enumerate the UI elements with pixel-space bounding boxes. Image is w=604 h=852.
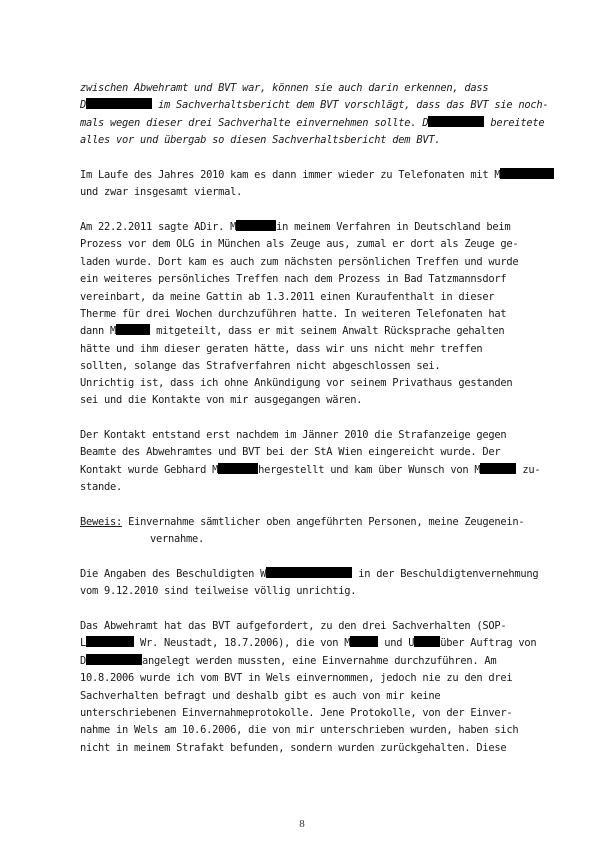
- redaction-block: [116, 324, 150, 335]
- paragraph-4: [80, 375, 520, 410]
- paragraph-3: [80, 219, 520, 376]
- text-line: vom 9.12.2010 sind teilweise völlig unrichtig.: [80, 585, 357, 598]
- text-line: mals wegen dieser drei Sachverhalte einvernehmen sollte. D bereitete: [80, 116, 545, 129]
- text-line: Die Angaben des Beschuldigten W in der Beschuldigtenvernehmung: [80, 568, 539, 580]
- text-line: nahme in Wels am 10.6.2006, die von mir unterschrieben wurden, haben sich: [80, 724, 519, 737]
- text-line: Am 22.2.2011 sagte ADir. M in meinem Verfahren in Deutschland beim: [80, 221, 511, 233]
- redaction-block: [86, 654, 142, 665]
- paragraph-2: [80, 167, 520, 202]
- text-line: sei und die Kontakte von mir ausgegangen wären.: [80, 394, 363, 407]
- text-line: Prozess vor dem OLG in München als Zeuge aus, zumal er dort als Zeuge ge-: [80, 238, 519, 251]
- redaction-block: [350, 636, 378, 647]
- text-line: dann M mitgeteilt, dass er mit seinem Anwalt Rücksprache gehalten: [80, 325, 505, 338]
- redaction-block: [266, 567, 352, 578]
- text-line: Kontakt wurde Gebhard M hergestellt und kam über Wunsch von M zu-: [80, 463, 541, 476]
- redaction-block: [414, 636, 440, 647]
- paragraph-5: [80, 427, 541, 497]
- text-line: und zwar insgesamt viermal.: [80, 186, 243, 199]
- text-line: unterschriebenen Einvernahmeprotokolle. Jene Protokolle, von der Einver-: [80, 706, 513, 719]
- text-line: zwischen Abwehramt und BVT war, können sie auch darin erkennen, dass: [80, 82, 489, 94]
- text-line: stande.: [80, 481, 123, 494]
- evidence-section: [80, 514, 525, 549]
- redaction-block: [86, 636, 134, 647]
- text-line: sollten, solange das Strafverfahren nicht abgeschlossen sei.: [80, 360, 441, 373]
- paragraph-6: [80, 566, 539, 601]
- text-line: vereinbart, da meine Gattin ab 1.3.2011 einen Kuraufenthalt in dieser: [80, 290, 495, 303]
- text-line: Unrichtig ist, dass ich ohne Ankündigung vor seinem Privathaus gestanden: [80, 377, 513, 389]
- text-line: Sachverhalten befragt und deshalb gibt es auch von mir keine: [80, 689, 441, 702]
- text-line: ein weiteres persönliches Treffen nach dem Prozess in Bad Tatzmannsdorf: [80, 273, 507, 286]
- text-line: laden wurde. Dort kam es auch zum nächsten persönlichen Treffen und wurde: [80, 255, 519, 268]
- text-line: Beweis: Einvernahme sämtlicher oben angeführten Personen, meine Zeugenein-: [80, 516, 525, 528]
- text-line: Der Kontakt entstand erst nachdem im Jänner 2010 die Strafanzeige gegen: [80, 429, 507, 441]
- text-line: nicht in meinem Strafakt befunden, sondern wurden zurückgehalten. Diese: [80, 741, 507, 754]
- redaction-block: [86, 98, 152, 109]
- text-line: Das Abwehramt hat das BVT aufgefordert, zu den drei Sachverhalten (SOP-: [80, 620, 507, 632]
- paragraph-1: [80, 80, 549, 150]
- text-line: D im Sachverhaltsbericht dem BVT vorschlägt, dass das BVT sie noch-: [80, 99, 549, 112]
- redaction-block: [218, 463, 258, 474]
- evidence-label: Beweis:: [80, 516, 123, 528]
- text-line: D angelegt werden mussten, eine Einvernahme durchzuführen. Am: [80, 654, 497, 667]
- text-line: hätte und ihm dieser geraten hätte, dass wir uns nicht mehr treffen: [80, 342, 483, 355]
- redaction-block: [500, 168, 554, 179]
- redaction-block: [480, 463, 516, 474]
- text-line: Im Laufe des Jahres 2010 kam es dann immer wieder zu Telefonaten mit M: [80, 167, 520, 184]
- paragraph-7: [80, 618, 537, 757]
- redaction-block: [236, 220, 276, 231]
- text-line: alles vor und übergab so diesen Sachverhaltsbericht dem BVT.: [80, 134, 441, 147]
- page-number: 8: [299, 818, 305, 830]
- text-line: Therme für drei Wochen durchzuführen hatte. In weiteren Telefonaten hat: [80, 307, 507, 320]
- text-line: 10.8.2006 wurde ich vom BVT in Wels einvernommen, jedoch nie zu den drei: [80, 672, 513, 685]
- text-line: Beamte des Abwehramtes und BVT bei der StA Wien eingereicht wurde. Der: [80, 446, 501, 459]
- redaction-block: [428, 116, 484, 127]
- text-line: vernahme.: [150, 533, 205, 546]
- text-line: L Wr. Neustadt, 18.7.2006), die von M und U über Auftrag von: [80, 637, 537, 650]
